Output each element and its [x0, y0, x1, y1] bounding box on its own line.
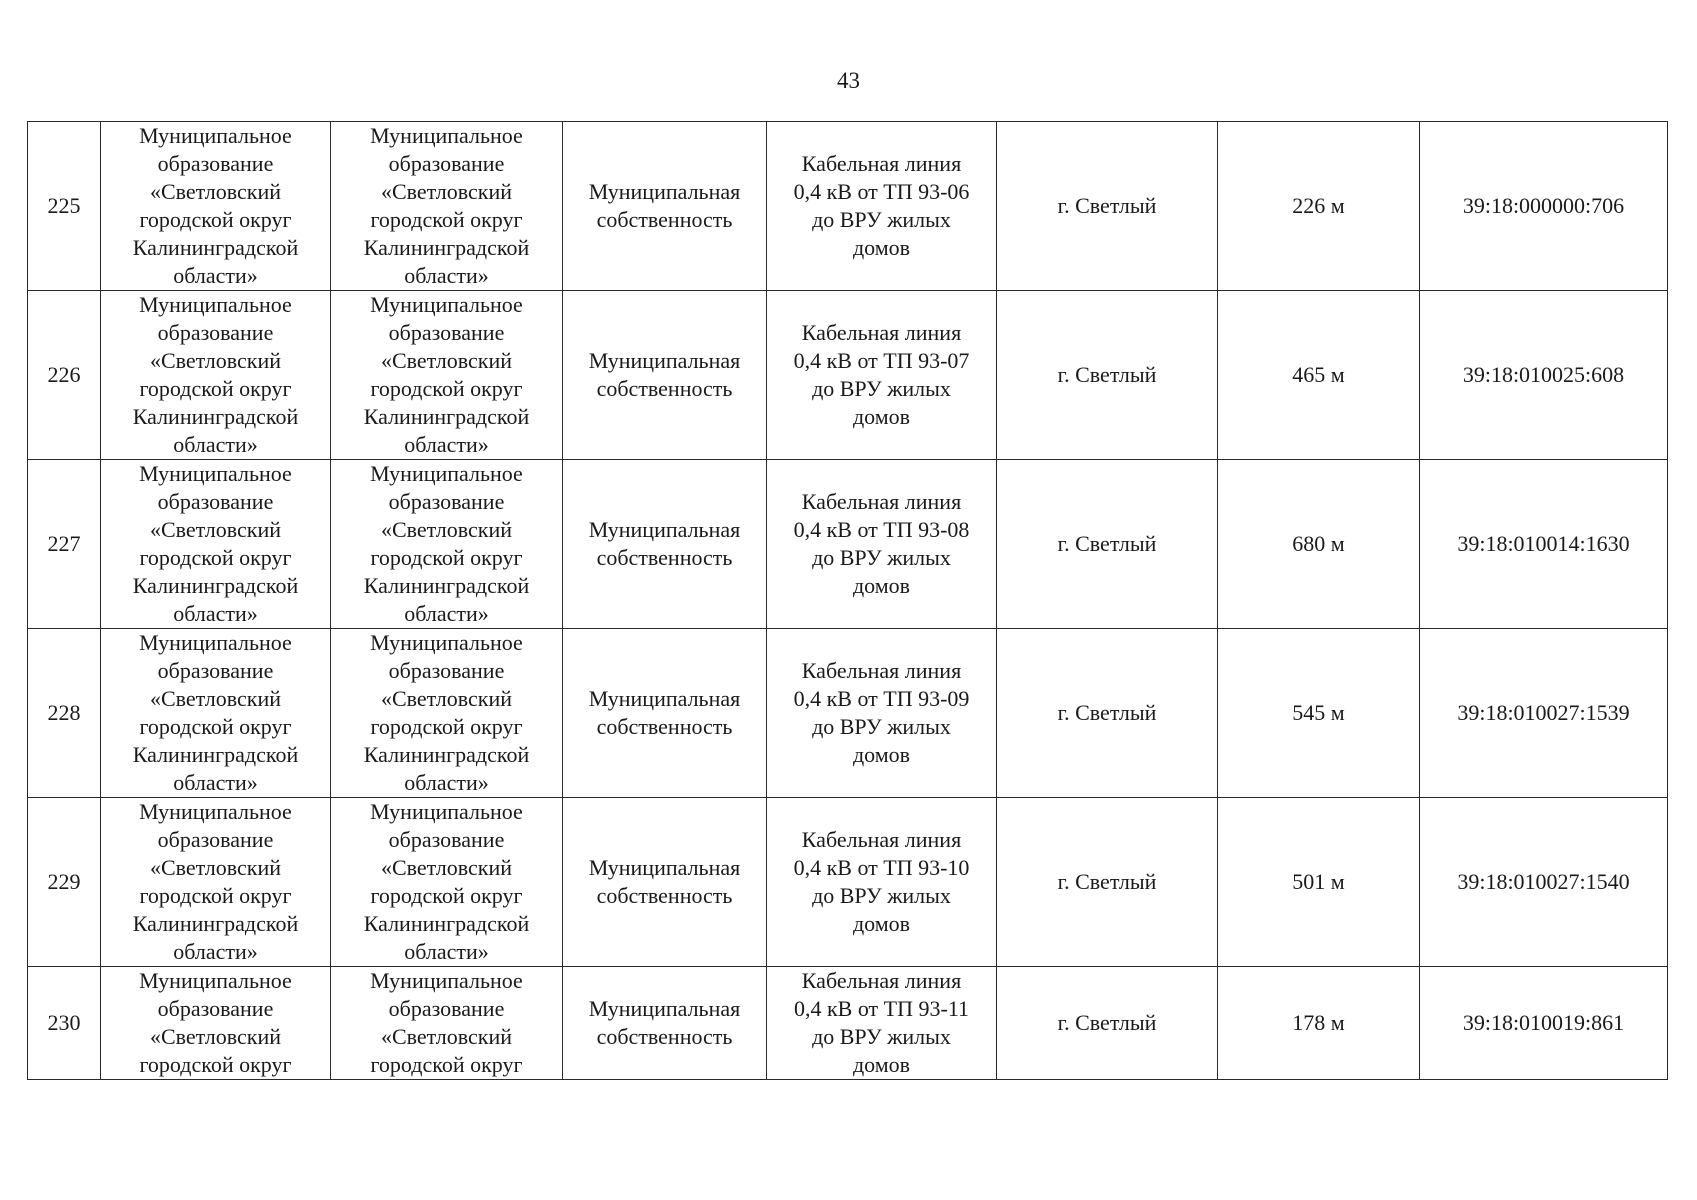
ownership-cell: [563, 291, 767, 460]
location: г. Светлый: [1057, 193, 1157, 218]
length-cell: [1218, 798, 1420, 967]
table-row: [28, 629, 1668, 798]
owner-cell: [331, 122, 563, 291]
cadastral-cell: [1420, 122, 1668, 291]
length: 545 м: [1292, 700, 1345, 725]
owner-name: Муниципальное образование «Светловский городской округ Калининградской области»: [363, 292, 530, 457]
row-number-cell: [28, 460, 101, 629]
location: г. Светлый: [1057, 362, 1157, 387]
row-number-cell: [28, 967, 101, 1080]
owner-name: Муниципальное образование «Светловский городской округ Калининградской области»: [363, 799, 530, 964]
table-row: [28, 460, 1668, 629]
table-row: [28, 291, 1668, 460]
ownership-type: Муниципальная собственность: [588, 517, 741, 570]
object-description: Кабельная линия 0,4 кВ от ТП 93-11 до ВРУ жилых домов: [793, 968, 970, 1077]
ownership-cell: [563, 122, 767, 291]
entity-name: Муниципальное образование «Светловский городской округ: [139, 968, 292, 1077]
cadastral-number: 39:18:010014:1630: [1457, 531, 1630, 556]
location-cell: [997, 291, 1218, 460]
entity-cell: [101, 798, 331, 967]
cadastral-cell: [1420, 291, 1668, 460]
location: г. Светлый: [1057, 1010, 1157, 1035]
ownership-type: Муниципальная собственность: [588, 855, 741, 908]
row-number: 227: [47, 531, 81, 556]
location-cell: [997, 629, 1218, 798]
object-cell: [767, 798, 997, 967]
entity-name: Муниципальное образование «Светловский городской округ Калининградской области»: [132, 630, 299, 795]
row-number-cell: [28, 291, 101, 460]
length: 501 м: [1292, 869, 1345, 894]
cadastral-cell: [1420, 460, 1668, 629]
object-cell: [767, 967, 997, 1080]
row-number: 229: [47, 869, 81, 894]
object-cell: [767, 460, 997, 629]
owner-name: Муниципальное образование «Светловский городской округ: [370, 968, 523, 1077]
owner-name: Муниципальное образование «Светловский городской округ Калининградской области»: [363, 461, 530, 626]
row-number: 226: [47, 362, 81, 387]
row-number: 230: [47, 1010, 81, 1035]
cadastral-number: 39:18:010019:861: [1462, 1010, 1625, 1035]
cadastral-cell: [1420, 798, 1668, 967]
ownership-type: Муниципальная собственность: [588, 179, 741, 232]
length: 680 м: [1292, 531, 1345, 556]
entity-name: Муниципальное образование «Светловский городской округ Калининградской области»: [132, 123, 299, 288]
entity-cell: [101, 629, 331, 798]
cadastral-cell: [1420, 629, 1668, 798]
object-cell: [767, 629, 997, 798]
length: 178 м: [1292, 1010, 1345, 1035]
location-cell: [997, 460, 1218, 629]
owner-cell: [331, 460, 563, 629]
cadastral-number: 39:18:010027:1540: [1457, 869, 1630, 894]
cadastral-number: 39:18:010025:608: [1462, 362, 1625, 387]
owner-name: Муниципальное образование «Светловский городской округ Калининградской области»: [363, 630, 530, 795]
table-row: [28, 798, 1668, 967]
owner-name: Муниципальное образование «Светловский городской округ Калининградской области»: [363, 123, 530, 288]
length-cell: [1218, 460, 1420, 629]
object-cell: [767, 291, 997, 460]
registry-table: [27, 121, 1668, 1080]
length-cell: [1218, 122, 1420, 291]
cadastral-cell: [1420, 967, 1668, 1080]
entity-name: Муниципальное образование «Светловский городской округ Калининградской области»: [132, 461, 299, 626]
cadastral-number: 39:18:010027:1539: [1457, 700, 1630, 725]
length: 465 м: [1292, 362, 1345, 387]
entity-name: Муниципальное образование «Светловский городской округ Калининградской области»: [132, 799, 299, 964]
location-cell: [997, 798, 1218, 967]
length-cell: [1218, 291, 1420, 460]
row-number-cell: [28, 629, 101, 798]
owner-cell: [331, 967, 563, 1080]
object-description: Кабельная линия 0,4 кВ от ТП 93-10 до ВРУ жилых домов: [793, 827, 970, 936]
table-row: [28, 967, 1668, 1080]
object-description: Кабельная линия 0,4 кВ от ТП 93-06 до ВРУ жилых домов: [793, 151, 970, 260]
owner-cell: [331, 291, 563, 460]
object-description: Кабельная линия 0,4 кВ от ТП 93-09 до ВРУ жилых домов: [793, 658, 970, 767]
owner-cell: [331, 629, 563, 798]
table-row: [28, 122, 1668, 291]
location-cell: [997, 122, 1218, 291]
ownership-cell: [563, 967, 767, 1080]
object-description: Кабельная линия 0,4 кВ от ТП 93-08 до ВРУ жилых домов: [793, 489, 970, 598]
location: г. Светлый: [1057, 531, 1157, 556]
location: г. Светлый: [1057, 700, 1157, 725]
location-cell: [997, 967, 1218, 1080]
object-description: Кабельная линия 0,4 кВ от ТП 93-07 до ВРУ жилых домов: [793, 320, 970, 429]
cadastral-number: 39:18:000000:706: [1462, 193, 1625, 218]
row-number-cell: [28, 798, 101, 967]
ownership-cell: [563, 798, 767, 967]
ownership-type: Муниципальная собственность: [588, 686, 741, 739]
entity-cell: [101, 122, 331, 291]
object-cell: [767, 122, 997, 291]
row-number: 228: [47, 700, 81, 725]
length-cell: [1218, 629, 1420, 798]
ownership-type: Муниципальная собственность: [588, 996, 741, 1049]
entity-name: Муниципальное образование «Светловский городской округ Калининградской области»: [132, 292, 299, 457]
ownership-cell: [563, 629, 767, 798]
location: г. Светлый: [1057, 869, 1157, 894]
entity-cell: [101, 291, 331, 460]
ownership-cell: [563, 460, 767, 629]
page-number: 43: [837, 68, 860, 93]
ownership-type: Муниципальная собственность: [588, 348, 741, 401]
owner-cell: [331, 798, 563, 967]
entity-cell: [101, 967, 331, 1080]
entity-cell: [101, 460, 331, 629]
row-number: 225: [47, 193, 81, 218]
length: 226 м: [1292, 193, 1345, 218]
length-cell: [1218, 967, 1420, 1080]
row-number-cell: [28, 122, 101, 291]
